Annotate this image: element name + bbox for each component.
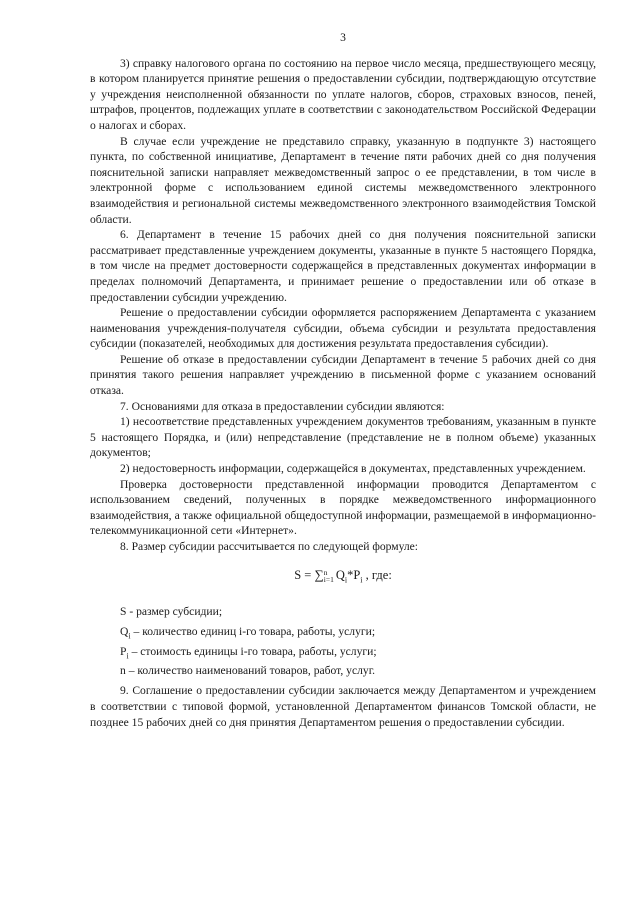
sum-limits bbox=[324, 569, 334, 583]
paragraph-verification: Проверка достоверности представленной информации проводится Департаментом с использованием сведений, полученных в порядке межведомственного информационного взаимодействия, а также официальной общедоступной информации, размещаемой в информационно-телекоммуникационной сети «Интернет». bbox=[90, 477, 596, 538]
formula-tail: , где: bbox=[362, 567, 392, 582]
paragraph-item-6: 6. Департамент в течение 15 рабочих дней со дня получения пояснительной записки рассматривает представленные учреждением документы, указанные в пункте 5 настоящего Порядка, в том числе на предмет достоверности содержащейся в представленных документах информации в пределах полномочий Департамента, и принимает решение о предоставлении или об отказе в предоставлении субсидии учреждению. bbox=[90, 228, 596, 304]
subsidy-formula bbox=[90, 567, 596, 588]
legend-symbol-sub: i bbox=[126, 650, 129, 660]
paragraph-item-9: 9. Соглашение о предоставлении субсидии заключается между Департаментом и учреждением в соответствии с типовой формой, установленной Департаментом финансов Томской области, не позднее 15 рабочих дней со дня принятия Департаментом решения о предоставлении субсидии. bbox=[90, 684, 596, 729]
sum-upper-limit: n bbox=[323, 567, 328, 577]
paragraph-refusal-ground-1: 1) несоответствие представленных учреждением документов требованиям, указанным в пункте 5 настоящего Порядка, и (или) непредставление (представление не в полном объеме) указанных документов; bbox=[90, 415, 596, 460]
formula-mult-p: *P bbox=[347, 567, 361, 582]
legend-symbol: P bbox=[120, 644, 127, 658]
legend-item-n bbox=[90, 663, 596, 683]
legend-symbol: S bbox=[120, 604, 127, 618]
sum-lower-limit: i=1 bbox=[323, 574, 334, 584]
paragraph-tax-certificate: 3) справку налогового органа по состоянию на первое число месяца, предшествующего месяцу, в котором планируется принятие решения о предоставлении субсидии, подтверждающую отсутствие у учреждения неисполненной обязанности по уплате налогов, сборов, страховых взносов, пеней, штрафов, процентов, подлежащих уплате в соответствии с законодательством Российской Федерации о налогах и сборах. bbox=[90, 56, 596, 132]
paragraph-decision-refusal: Решение об отказе в предоставлении субсидии Департамент в течение 5 рабочих дней со дня принятия такого решения направляет учреждению в письменной форме с указанием оснований отказа. bbox=[90, 352, 596, 398]
formula-q-sub: i bbox=[344, 575, 348, 585]
sum-symbol: ∑ bbox=[314, 566, 324, 582]
paragraph-refusal-ground-2: 2) недостоверность информации, содержащейся в документах, представленных учреждением. bbox=[120, 462, 586, 476]
legend-item-p bbox=[90, 644, 596, 664]
legend-item-s bbox=[90, 604, 596, 624]
page-number: 3 bbox=[340, 31, 346, 44]
legend-symbol: n bbox=[120, 664, 126, 678]
legend-item-q bbox=[90, 624, 596, 644]
formula-lhs: S = bbox=[294, 567, 315, 582]
formula-q: Q bbox=[335, 567, 345, 582]
paragraph-item-7: 7. Основаниями для отказа в предоставлении субсидии являются: bbox=[120, 399, 445, 413]
legend-symbol-sub: i bbox=[128, 630, 131, 640]
legend-text: – количество наименований товаров, работ, услуг. bbox=[125, 664, 376, 678]
legend-symbol: Q bbox=[120, 624, 129, 638]
legend-text: – количество единиц i-го товара, работы, услуги; bbox=[130, 624, 376, 638]
legend-text: - размер субсидии; bbox=[126, 604, 223, 618]
formula-p-sub: i bbox=[360, 575, 363, 585]
paragraph-item-8: 8. Размер субсидии рассчитывается по следующей формуле: bbox=[120, 540, 419, 553]
legend-text: – стоимость единицы i-го товара, работы, услуги; bbox=[128, 644, 377, 658]
paragraph-interagency-request: В случае если учреждение не представило справку, указанную в подпункте 3) настоящего пункта, по собственной инициативе, Департамент в течение пяти рабочих дней со дня получения пояснительной записки направляет межведомственный запрос о ее представлении, в том числе в электронной форме с использованием единой системы межведомственного электронного взаимодействия и региональной системы межведомственного электронного взаимодействия Томской области. bbox=[90, 134, 596, 226]
paragraph-decision-grant: Решение о предоставлении субсидии оформляется распоряжением Департамента с указанием наименования учреждения-получателя субсидии, объема субсидии и результата предоставления субсидии (показателей, необходимых для достижения результата предоставления субсидии). bbox=[90, 306, 596, 351]
